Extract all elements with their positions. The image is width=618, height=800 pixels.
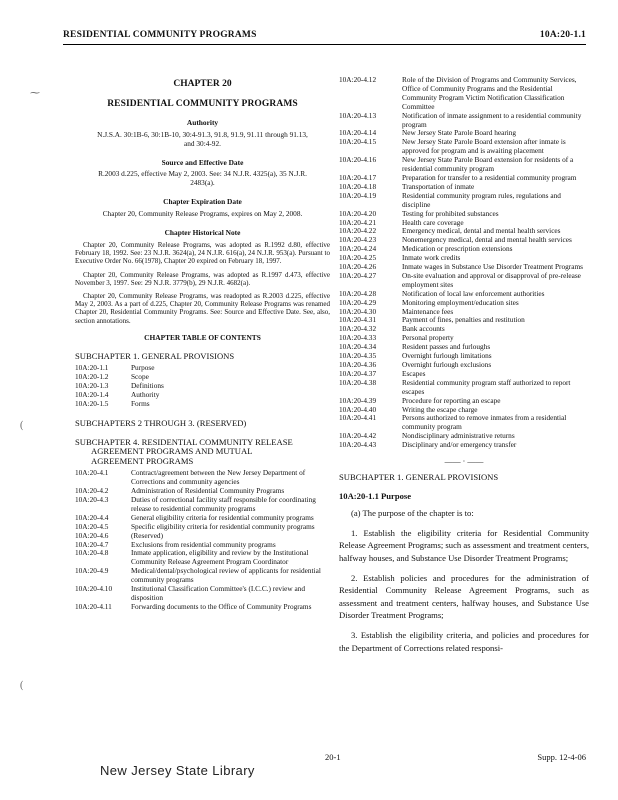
authority-heading: Authority	[186, 117, 219, 127]
list-item: 10A:20-4.40 Writing the escape charge	[339, 404, 478, 414]
chapter-number: CHAPTER 20	[173, 79, 232, 89]
list-item: 10A:20-4.27 On-site evaluation and approval or disapproval of pre-release employment sites	[339, 270, 581, 289]
library-stamp: New Jersey State Library	[100, 763, 255, 778]
list-item: 10A:20-4.11 Forwarding documents to the Office of Community Programs	[75, 601, 312, 611]
header-title: RESIDENTIAL COMMUNITY PROGRAMS	[63, 30, 257, 40]
list-item: 10A:20-4.30 Maintenance fees	[339, 306, 454, 316]
paragraph: 3. Establish the eligibility criteria, and policies and procedures for the Department of Corrections related responsi-	[339, 630, 589, 653]
list-item: 10A:20-4.43 Disciplinary and/or emergency transfer	[339, 440, 517, 450]
list-item: 10A:20-4.25 Inmate work credits	[339, 253, 461, 263]
history-note: Chapter 20, Community Release Programs, was adopted as R.1992 d.80, effective February 18, 1992. See: 23 N.J.R. 3624(a), 24 N.J.R. 616(a), 24 N.J.R. 953(a). Pursuant to Executive Order No. 66(1978), Chapter 20 expired on February 18, 1997.	[75, 240, 330, 266]
list-item: 10A:20-4.9 Medical/dental/psychological review of applicants for residential community programs	[75, 566, 321, 585]
list-item: 10A:20-4.23 Nonemergency medical, dental and mental health services	[339, 235, 572, 245]
list-item: 10A:20-4.22 Emergency medical, dental and mental health services	[339, 226, 561, 236]
margin-mark: ⁓	[30, 88, 40, 99]
history-note: Chapter 20, Community Release Programs, was adopted as R.1997 d.473, effective November 3, 1997. See: 29 N.J.R. 3779(b), 29 N.J.R. 4682(a).	[75, 270, 330, 287]
sub4-list	[75, 469, 330, 612]
list-item: 10A:20-4.2 Administration of Residential Community Programs	[75, 486, 285, 496]
list-item: 10A:20-4.8 Inmate application, eligibility and review by the Institutional Community Release Agreement Program Coordinator	[75, 548, 309, 567]
margin-mark: (	[20, 680, 24, 691]
list-item: 10A:20-4.41 Persons authorized to remove inmates from a residential community program	[339, 413, 567, 432]
left-column	[75, 68, 330, 612]
list-item: 10A:20-4.36 Overnight furlough exclusions	[339, 360, 492, 369]
source-heading: Source and Effective Date	[161, 157, 244, 167]
list-item: 10A:20-4.1 Contract/agreement between the New Jersey Department of Corrections and community agencies	[75, 468, 306, 487]
list-item: 10A:20-4.26 Inmate wages in Substance Use Disorder Treatment Programs	[339, 262, 583, 272]
list-item: 10A:20-4.10 Institutional Classification Committee's (I.C.C.) review and disposition	[75, 584, 305, 602]
paragraph: (a) The purpose of the chapter is to:	[351, 508, 474, 519]
section-body	[339, 507, 589, 654]
paragraph: 2. Establish policies and procedures for the administration of Residential Community Release Agreement Programs, such as assessment and treatment centers, halfway houses, and Substance Use Disorder Treatment Programs;	[339, 572, 589, 621]
list-item: 10A:20-4.33 Personal property	[339, 333, 454, 343]
list-item: 10A:20-4.7 Exclusions from residential community programs	[75, 539, 276, 549]
list-item: 10A:20-4.14 New Jersey State Parole Board hearing	[339, 128, 517, 138]
list-item: 10A:20-4.37 Escapes	[339, 368, 426, 378]
supplement-date: Supp. 12-4-06	[537, 752, 586, 762]
list-item: 10A:20-4.38 Residential community program staff authorized to report escapes	[339, 377, 571, 396]
list-item: 10A:20-4.16 New Jersey State Parole Board extension for residents of a residential community program	[339, 155, 574, 174]
list-item: 10A:20-4.34 Resident passes and furloughs	[339, 342, 491, 352]
list-item: 10A:20-1.2 Scope	[75, 372, 149, 382]
page-number: 20-1	[325, 752, 341, 762]
section-title: 10A:20-1.1 Purpose	[339, 491, 412, 502]
list-item: 10A:20-4.32 Bank accounts	[339, 324, 445, 334]
list-item: 10A:20-4.6 (Reserved)	[75, 530, 164, 540]
list-item: 10A:20-1.4 Authority	[75, 389, 160, 399]
list-item: 10A:20-4.42 Nondisciplinary administrative returns	[339, 431, 515, 441]
header-section: 10A:20-1.1	[539, 30, 586, 40]
list-item: 10A:20-4.3 Duties of correctional facility staff responsible for coordinating release to residential community programs	[75, 494, 316, 513]
sub1-list	[75, 364, 330, 409]
list-item: 10A:20-4.29 Monitoring employment/education sites	[339, 297, 519, 307]
subchapter-2-3-heading: SUBCHAPTERS 2 THROUGH 3. (RESERVED)	[75, 417, 247, 428]
list-item: 10A:20-4.5 Specific eligibility criteria for residential community programs	[75, 521, 315, 531]
list-item: 10A:20-4.21 Health care coverage	[339, 217, 464, 227]
list-item: 10A:20-4.12 Role of the Division of Programs and Community Services, Office of Community Programs and the Residential Community Program Victim Notification Classification Committee	[339, 75, 577, 111]
divider: —— · ——	[444, 457, 484, 467]
list-item: 10A:20-1.5 Forms	[75, 398, 150, 408]
history-note: Chapter 20, Community Release Programs, was readopted as R.2003 d.225, effective May 2, 2003. As a part of d.225, Chapter 20, Community Release Programs was renamed Chapter 20, Residential Community Programs. See: Source and Effective Date. See, also, section annotations.	[75, 291, 330, 325]
list-item: 10A:20-4.4 General eligibility criteria for residential community programs	[75, 512, 314, 522]
expiration-text: Chapter 20, Community Release Programs, expires on May 2, 2008.	[102, 209, 303, 219]
history-heading: Chapter Historical Note	[164, 228, 241, 238]
toc-heading: CHAPTER TABLE OF CONTENTS	[144, 332, 261, 342]
list-item: 10A:20-4.17 Preparation for transfer to a residential community program	[339, 172, 577, 182]
list-item: 10A:20-4.15 New Jersey State Parole Board extension after inmate is approved for program and is awaiting placement	[339, 137, 566, 156]
list-item: 10A:20-4.28 Notification of local law enforcement authorities	[339, 288, 545, 298]
list-item: 10A:20-1.1 Purpose	[75, 363, 155, 373]
list-item: 10A:20-4.18 Transportation of inmate	[339, 181, 475, 191]
subchapter-1-body-heading: SUBCHAPTER 1. GENERAL PROVISIONS	[339, 471, 499, 482]
list-item: 10A:20-4.24 Medication or prescription extensions	[339, 244, 513, 254]
list-item: 10A:20-4.13 Notification of inmate assignment to a residential community program	[339, 110, 582, 129]
chapter-title: RESIDENTIAL COMMUNITY PROGRAMS	[107, 98, 298, 109]
running-header	[63, 30, 586, 45]
list-item: 10A:20-4.35 Overnight furlough limitations	[339, 351, 492, 361]
paragraph: 1. Establish the eligibility criteria for Residential Community Release Agreement Programs; such as assessment and treatment centers, halfway houses, and Substance Use Disorder Treatment Programs;	[339, 527, 589, 564]
subchapter-1-heading: SUBCHAPTER 1. GENERAL PROVISIONS	[75, 350, 235, 361]
source-text: R.2003 d.225, effective May 2, 2003. See: 34 N.J.R. 4325(a), 35 N.J.R. 2483(a).	[98, 169, 307, 188]
list-item: 10A:20-1.3 Definitions	[75, 380, 164, 390]
right-column	[339, 76, 589, 661]
subchapter-4-heading: SUBCHAPTER 4. RESIDENTIAL COMMUNITY RELEASE AGREEMENT PROGRAMS AND MUTUAL AGREEMENT PROGRAMS	[75, 437, 293, 466]
expiration-heading: Chapter Expiration Date	[163, 197, 242, 207]
list-item: 10A:20-4.19 Residential community program rules, regulations and discipline	[339, 190, 561, 209]
authority-text: N.J.S.A. 30:1B-6, 30:1B-10, 30:4-91.3, 91.8, 91.9, 91.11 through 91.13, and 30:4-92.	[97, 129, 308, 148]
list-item: 10A:20-4.31 Payment of fines, penalties and restitution	[339, 315, 525, 325]
list-item: 10A:20-4.39 Procedure for reporting an escape	[339, 395, 501, 405]
list-item: 10A:20-4.20 Testing for prohibited substances	[339, 208, 499, 218]
margin-mark: (	[20, 420, 24, 431]
sub4-list-continued	[339, 76, 589, 450]
